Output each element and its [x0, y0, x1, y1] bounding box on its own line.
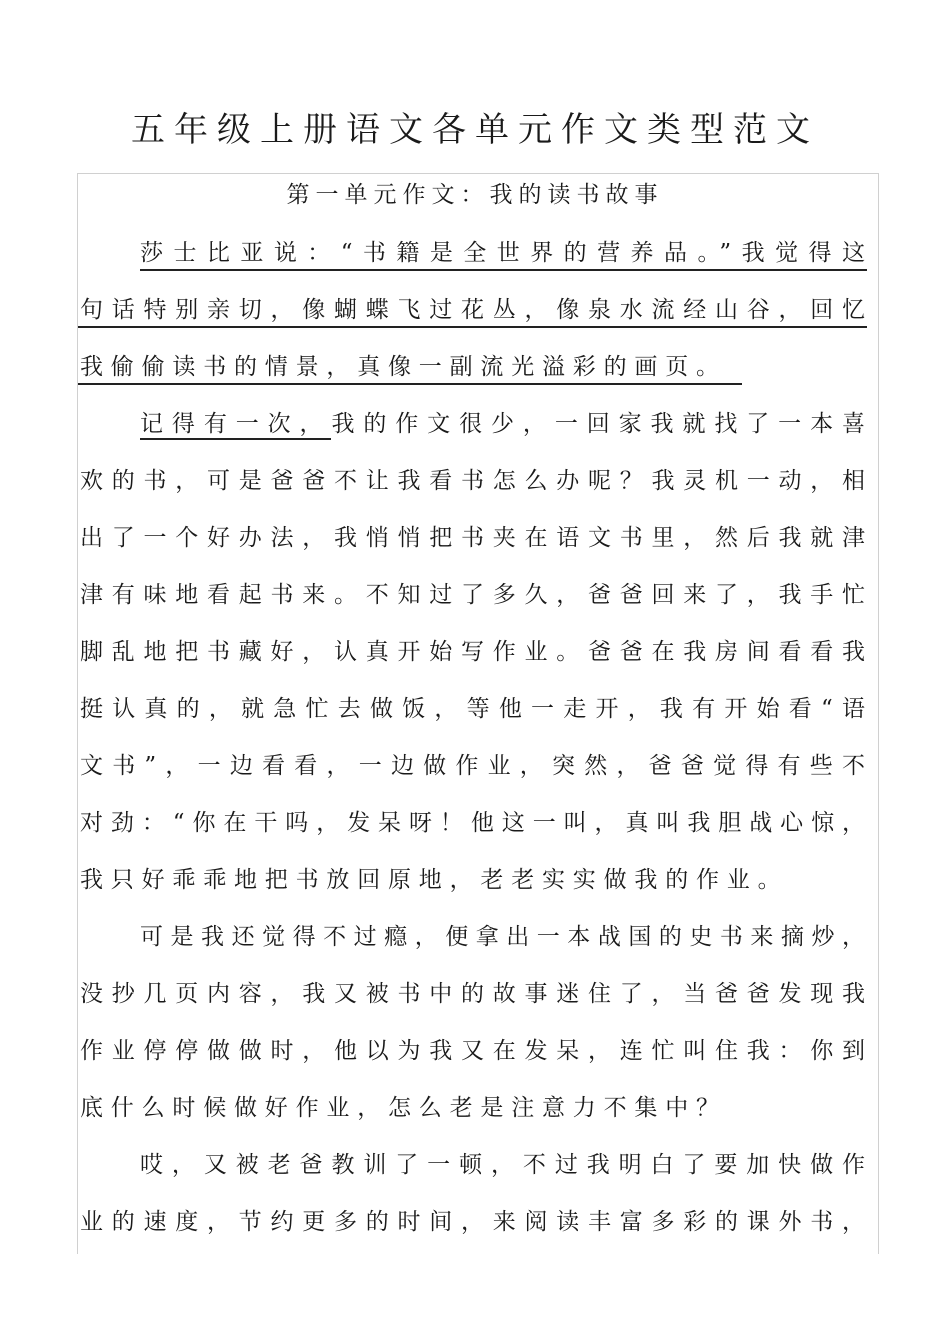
paragraph-line: 我只好乖乖地把书放回原地，老老实实做我的作业。 [80, 867, 789, 893]
paragraph-line: 脚乱地把书藏好，认真开始写作业。爸爸在我房间看看我 [80, 639, 865, 665]
paragraph-line: 津有味地看起书来。不知过了多久，爸爸回来了，我手忙 [80, 582, 865, 608]
document-title: 五年级上册语文各单元作文类型范文 [131, 110, 819, 150]
paragraph-line: 业的速度，节约更多的时间，来阅读丰富多彩的课外书， [80, 1209, 865, 1235]
paragraph-line: 没抄几页内容，我又被书中的故事迷住了，当爸爸发现我 [80, 981, 865, 1007]
paragraph-line: 对劲：“你在干吗，发呆呀！他这一叫，真叫我胆战心惊， [80, 810, 865, 836]
paragraph-line: 挺认真的，就急忙去做饭，等他一走开，我有开始看“语 [80, 696, 865, 722]
underline [140, 438, 331, 440]
underline [78, 383, 742, 385]
paragraph-line: 欢的书，可是爸爸不让我看书怎么办呢？我灵机一动，相 [80, 468, 865, 494]
paragraph-line: 哎，又被老爸教训了一顿，不过我明白了要加快做作 [140, 1152, 865, 1178]
underline [78, 326, 867, 328]
paragraph-line: 句话特别亲切，像蝴蝶飞过花丛，像泉水流经山谷，回忆 [80, 297, 865, 323]
paragraph-line: 作业停停做做时，他以为我又在发呆，连忙叫住我：你到 [80, 1038, 865, 1064]
paragraph-line: 莎士比亚说：“书籍是全世界的营养品。”我觉得这 [140, 240, 865, 266]
paragraph-line: 文书”，一边看看，一边做作业，突然，爸爸觉得有些不 [80, 753, 865, 779]
paragraph-line: 记得有一次，我的作文很少，一回家我就找了一本喜 [140, 411, 865, 437]
section-title: 第一单元作文：我的读书故事 [286, 182, 664, 208]
underline [140, 269, 867, 271]
paragraph-line: 可是我还觉得不过瘾，便拿出一本战国的史书来摘炒， [140, 924, 865, 950]
paragraph-line: 底什么时候做好作业，怎么老是注意力不集中？ [80, 1095, 727, 1121]
paragraph-line: 我偷偷读书的情景，真像一副流光溢彩的画页。 [80, 354, 727, 380]
paragraph-line: 出了一个好办法，我悄悄把书夹在语文书里，然后我就津 [80, 525, 865, 551]
